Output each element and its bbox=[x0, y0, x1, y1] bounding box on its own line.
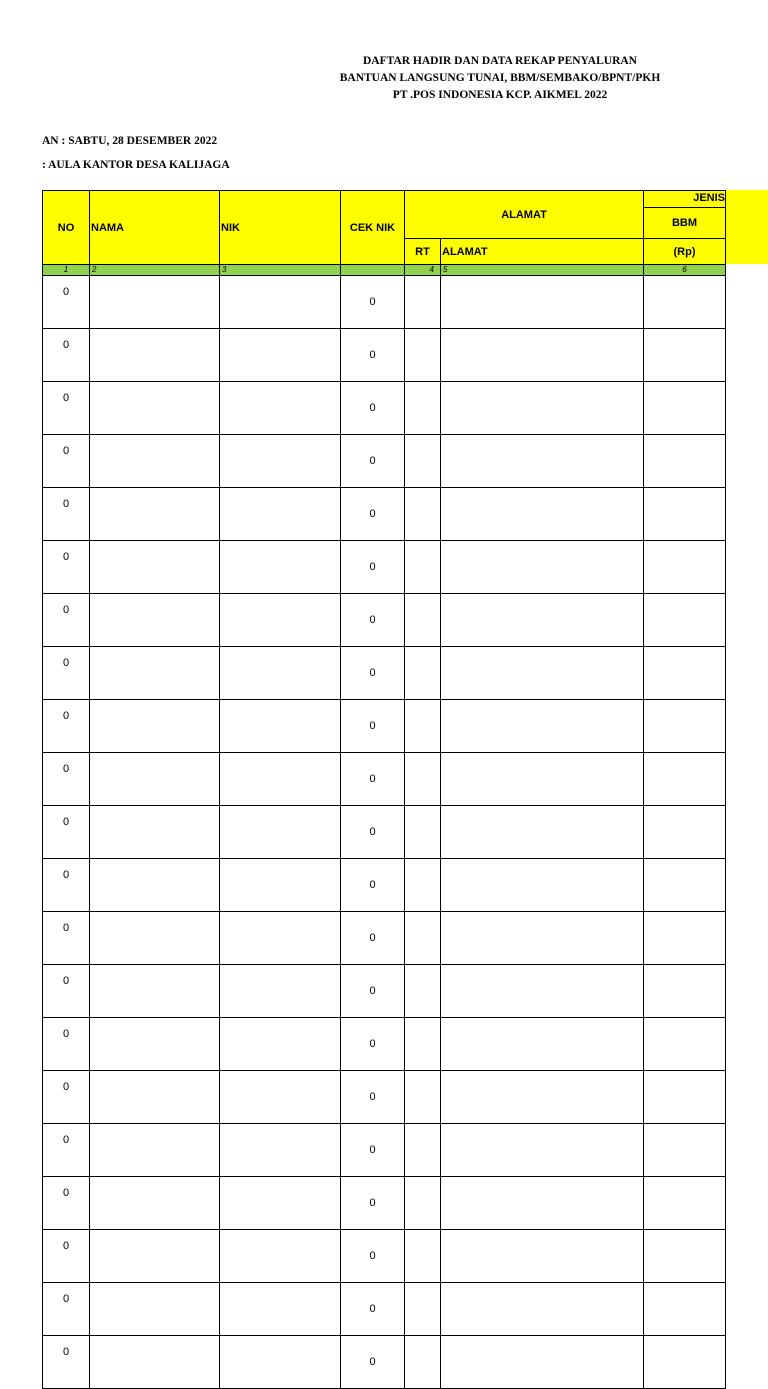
row-alamat-cell bbox=[441, 1336, 644, 1389]
row-alamat-cell bbox=[441, 753, 644, 806]
column-header-alamat-group: ALAMAT bbox=[405, 191, 644, 239]
table-row bbox=[43, 753, 726, 806]
index-rt: 4 bbox=[405, 265, 441, 276]
row-nik-cell bbox=[220, 276, 341, 329]
row-no-cell: 0 bbox=[43, 1018, 90, 1071]
index-row bbox=[43, 265, 726, 276]
row-nama-cell bbox=[90, 1177, 220, 1230]
row-no-cell: 0 bbox=[43, 382, 90, 435]
table-row bbox=[43, 965, 726, 1018]
row-no-cell: 0 bbox=[43, 806, 90, 859]
row-alamat-cell bbox=[441, 594, 644, 647]
row-alamat-cell bbox=[441, 700, 644, 753]
row-nama-cell bbox=[90, 1071, 220, 1124]
row-cek-nik-cell: 0 bbox=[341, 594, 405, 647]
row-cek-nik-cell: 0 bbox=[341, 700, 405, 753]
column-header-jenis-bbm bbox=[644, 191, 726, 239]
table-row bbox=[43, 1177, 726, 1230]
row-nik-cell bbox=[220, 753, 341, 806]
row-rt-cell bbox=[405, 488, 441, 541]
row-cek-nik-cell: 0 bbox=[341, 1177, 405, 1230]
row-nama-cell bbox=[90, 541, 220, 594]
row-alamat-cell bbox=[441, 647, 644, 700]
row-rt-cell bbox=[405, 1124, 441, 1177]
column-header-jenis: JENIS bbox=[644, 191, 725, 208]
row-alamat-cell bbox=[441, 1230, 644, 1283]
row-nik-cell bbox=[220, 1018, 341, 1071]
row-nama-cell bbox=[90, 276, 220, 329]
date-line: AN : SABTU, 28 DESEMBER 2022 bbox=[42, 135, 218, 147]
row-nama-cell bbox=[90, 594, 220, 647]
row-no-cell: 0 bbox=[43, 594, 90, 647]
row-rt-cell bbox=[405, 1177, 441, 1230]
row-rt-cell bbox=[405, 647, 441, 700]
row-rt-cell bbox=[405, 435, 441, 488]
row-nik-cell bbox=[220, 700, 341, 753]
table-row bbox=[43, 859, 726, 912]
row-no-cell: 0 bbox=[43, 1124, 90, 1177]
row-alamat-cell bbox=[441, 435, 644, 488]
row-nik-cell bbox=[220, 859, 341, 912]
row-cek-nik-cell: 0 bbox=[341, 912, 405, 965]
row-no-cell: 0 bbox=[43, 700, 90, 753]
row-nama-cell bbox=[90, 1336, 220, 1389]
row-rt-cell bbox=[405, 594, 441, 647]
row-nik-cell bbox=[220, 912, 341, 965]
row-cek-nik-cell: 0 bbox=[341, 965, 405, 1018]
row-nama-cell bbox=[90, 965, 220, 1018]
title-line-1: DAFTAR HADIR DAN DATA REKAP PENYALURAN bbox=[363, 55, 637, 67]
row-rt-cell bbox=[405, 1018, 441, 1071]
row-no-cell: 0 bbox=[43, 276, 90, 329]
row-rt-cell bbox=[405, 329, 441, 382]
row-alamat-cell bbox=[441, 965, 644, 1018]
row-bbm-cell bbox=[644, 1124, 726, 1177]
table-row bbox=[43, 594, 726, 647]
table-row bbox=[43, 647, 726, 700]
table-row bbox=[43, 329, 726, 382]
row-nik-cell bbox=[220, 647, 341, 700]
row-no-cell: 0 bbox=[43, 1230, 90, 1283]
row-bbm-cell bbox=[644, 1177, 726, 1230]
row-rt-cell bbox=[405, 1071, 441, 1124]
title-line-3: PT .POS INDONESIA KCP. AIKMEL 2022 bbox=[392, 89, 608, 101]
table-row bbox=[43, 700, 726, 753]
row-alamat-cell bbox=[441, 1177, 644, 1230]
row-cek-nik-cell: 0 bbox=[341, 435, 405, 488]
table-row bbox=[43, 912, 726, 965]
row-nama-cell bbox=[90, 912, 220, 965]
row-rt-cell bbox=[405, 1283, 441, 1336]
row-rt-cell bbox=[405, 806, 441, 859]
row-nama-cell bbox=[90, 435, 220, 488]
column-header-nama: NAMA bbox=[90, 191, 220, 265]
row-nik-cell bbox=[220, 1283, 341, 1336]
row-nama-cell bbox=[90, 806, 220, 859]
row-nama-cell bbox=[90, 1230, 220, 1283]
index-alamat: 5 bbox=[441, 265, 644, 276]
table-row bbox=[43, 1230, 726, 1283]
column-header-bbm: BBM bbox=[671, 217, 698, 229]
index-nik: 3 bbox=[220, 265, 341, 276]
row-alamat-cell bbox=[441, 1018, 644, 1071]
row-nama-cell bbox=[90, 859, 220, 912]
row-rt-cell bbox=[405, 700, 441, 753]
row-alamat-cell bbox=[441, 541, 644, 594]
row-nama-cell bbox=[90, 488, 220, 541]
row-rt-cell bbox=[405, 382, 441, 435]
row-bbm-cell bbox=[644, 1283, 726, 1336]
row-alamat-cell bbox=[441, 1071, 644, 1124]
row-no-cell: 0 bbox=[43, 435, 90, 488]
row-rt-cell bbox=[405, 859, 441, 912]
row-no-cell: 0 bbox=[43, 1283, 90, 1336]
index-no: 1 bbox=[43, 265, 90, 276]
row-rt-cell bbox=[405, 912, 441, 965]
row-no-cell: 0 bbox=[43, 859, 90, 912]
row-nama-cell bbox=[90, 753, 220, 806]
row-nik-cell bbox=[220, 382, 341, 435]
row-no-cell: 0 bbox=[43, 541, 90, 594]
row-cek-nik-cell: 0 bbox=[341, 753, 405, 806]
row-alamat-cell bbox=[441, 912, 644, 965]
index-bbm: 6 bbox=[644, 265, 726, 276]
row-no-cell: 0 bbox=[43, 965, 90, 1018]
title-line-2: BANTUAN LANGSUNG TUNAI, BBM/SEMBAKO/BPNT/PKH bbox=[339, 72, 661, 84]
index-nama: 2 bbox=[90, 265, 220, 276]
row-cek-nik-cell: 0 bbox=[341, 647, 405, 700]
table-row bbox=[43, 488, 726, 541]
row-bbm-cell bbox=[644, 965, 726, 1018]
row-no-cell: 0 bbox=[43, 912, 90, 965]
row-bbm-cell bbox=[644, 435, 726, 488]
row-nik-cell bbox=[220, 1177, 341, 1230]
row-bbm-cell bbox=[644, 1336, 726, 1389]
table-row bbox=[43, 1124, 726, 1177]
row-nik-cell bbox=[220, 1336, 341, 1389]
row-alamat-cell bbox=[441, 276, 644, 329]
row-rt-cell bbox=[405, 541, 441, 594]
column-header-rt: RT bbox=[405, 239, 441, 265]
row-nik-cell bbox=[220, 965, 341, 1018]
document-title bbox=[290, 53, 710, 104]
row-rt-cell bbox=[405, 965, 441, 1018]
row-bbm-cell bbox=[644, 276, 726, 329]
row-bbm-cell bbox=[644, 1018, 726, 1071]
index-cek-nik bbox=[341, 265, 405, 276]
row-nama-cell bbox=[90, 647, 220, 700]
rekap-table bbox=[42, 190, 726, 1389]
row-cek-nik-cell: 0 bbox=[341, 859, 405, 912]
row-no-cell: 0 bbox=[43, 647, 90, 700]
row-bbm-cell bbox=[644, 700, 726, 753]
row-cek-nik-cell: 0 bbox=[341, 806, 405, 859]
table-row bbox=[43, 1018, 726, 1071]
row-bbm-cell bbox=[644, 594, 726, 647]
row-nik-cell bbox=[220, 594, 341, 647]
table-row bbox=[43, 1283, 726, 1336]
row-no-cell: 0 bbox=[43, 1177, 90, 1230]
row-nik-cell bbox=[220, 488, 341, 541]
row-bbm-cell bbox=[644, 1071, 726, 1124]
row-cek-nik-cell: 0 bbox=[341, 1124, 405, 1177]
row-cek-nik-cell: 0 bbox=[341, 1018, 405, 1071]
row-cek-nik-cell: 0 bbox=[341, 1230, 405, 1283]
row-rt-cell bbox=[405, 1230, 441, 1283]
header-fill-extension bbox=[726, 190, 768, 264]
row-cek-nik-cell: 0 bbox=[341, 1336, 405, 1389]
row-cek-nik-cell: 0 bbox=[341, 1071, 405, 1124]
row-cek-nik-cell: 0 bbox=[341, 1283, 405, 1336]
row-nik-cell bbox=[220, 1071, 341, 1124]
row-rt-cell bbox=[405, 1336, 441, 1389]
place-line: : AULA KANTOR DESA KALIJAGA bbox=[42, 159, 230, 171]
row-cek-nik-cell: 0 bbox=[341, 488, 405, 541]
row-nama-cell bbox=[90, 382, 220, 435]
table-row bbox=[43, 541, 726, 594]
row-nik-cell bbox=[220, 1124, 341, 1177]
table-row bbox=[43, 276, 726, 329]
row-alamat-cell bbox=[441, 806, 644, 859]
table-row bbox=[43, 382, 726, 435]
table-row bbox=[43, 1071, 726, 1124]
column-header-alamat: ALAMAT bbox=[441, 239, 644, 265]
row-rt-cell bbox=[405, 753, 441, 806]
row-nama-cell bbox=[90, 700, 220, 753]
row-alamat-cell bbox=[441, 859, 644, 912]
row-cek-nik-cell: 0 bbox=[341, 276, 405, 329]
row-bbm-cell bbox=[644, 488, 726, 541]
row-nik-cell bbox=[220, 1230, 341, 1283]
row-nama-cell bbox=[90, 329, 220, 382]
row-nama-cell bbox=[90, 1283, 220, 1336]
column-header-nik: NIK bbox=[220, 191, 341, 265]
row-no-cell: 0 bbox=[43, 753, 90, 806]
row-bbm-cell bbox=[644, 541, 726, 594]
row-bbm-cell bbox=[644, 859, 726, 912]
column-header-cek-nik: CEK NIK bbox=[341, 191, 405, 265]
row-cek-nik-cell: 0 bbox=[341, 541, 405, 594]
column-header-no: NO bbox=[43, 191, 90, 265]
table-row bbox=[43, 1336, 726, 1389]
row-no-cell: 0 bbox=[43, 329, 90, 382]
row-bbm-cell bbox=[644, 382, 726, 435]
row-nik-cell bbox=[220, 435, 341, 488]
row-alamat-cell bbox=[441, 1124, 644, 1177]
row-bbm-cell bbox=[644, 329, 726, 382]
row-alamat-cell bbox=[441, 382, 644, 435]
row-no-cell: 0 bbox=[43, 1336, 90, 1389]
row-alamat-cell bbox=[441, 329, 644, 382]
table-body bbox=[43, 276, 726, 1389]
row-rt-cell bbox=[405, 276, 441, 329]
row-no-cell: 0 bbox=[43, 1071, 90, 1124]
row-bbm-cell bbox=[644, 753, 726, 806]
row-nik-cell bbox=[220, 541, 341, 594]
table-row bbox=[43, 806, 726, 859]
row-cek-nik-cell: 0 bbox=[341, 329, 405, 382]
table-header bbox=[43, 191, 726, 276]
row-alamat-cell bbox=[441, 488, 644, 541]
row-bbm-cell bbox=[644, 647, 726, 700]
column-header-rp: (Rp) bbox=[644, 239, 726, 265]
row-cek-nik-cell: 0 bbox=[341, 382, 405, 435]
row-alamat-cell bbox=[441, 1283, 644, 1336]
row-nik-cell bbox=[220, 806, 341, 859]
table-row bbox=[43, 435, 726, 488]
row-bbm-cell bbox=[644, 1230, 726, 1283]
row-nama-cell bbox=[90, 1018, 220, 1071]
row-nama-cell bbox=[90, 1124, 220, 1177]
row-bbm-cell bbox=[644, 806, 726, 859]
row-no-cell: 0 bbox=[43, 488, 90, 541]
row-nik-cell bbox=[220, 329, 341, 382]
row-bbm-cell bbox=[644, 912, 726, 965]
